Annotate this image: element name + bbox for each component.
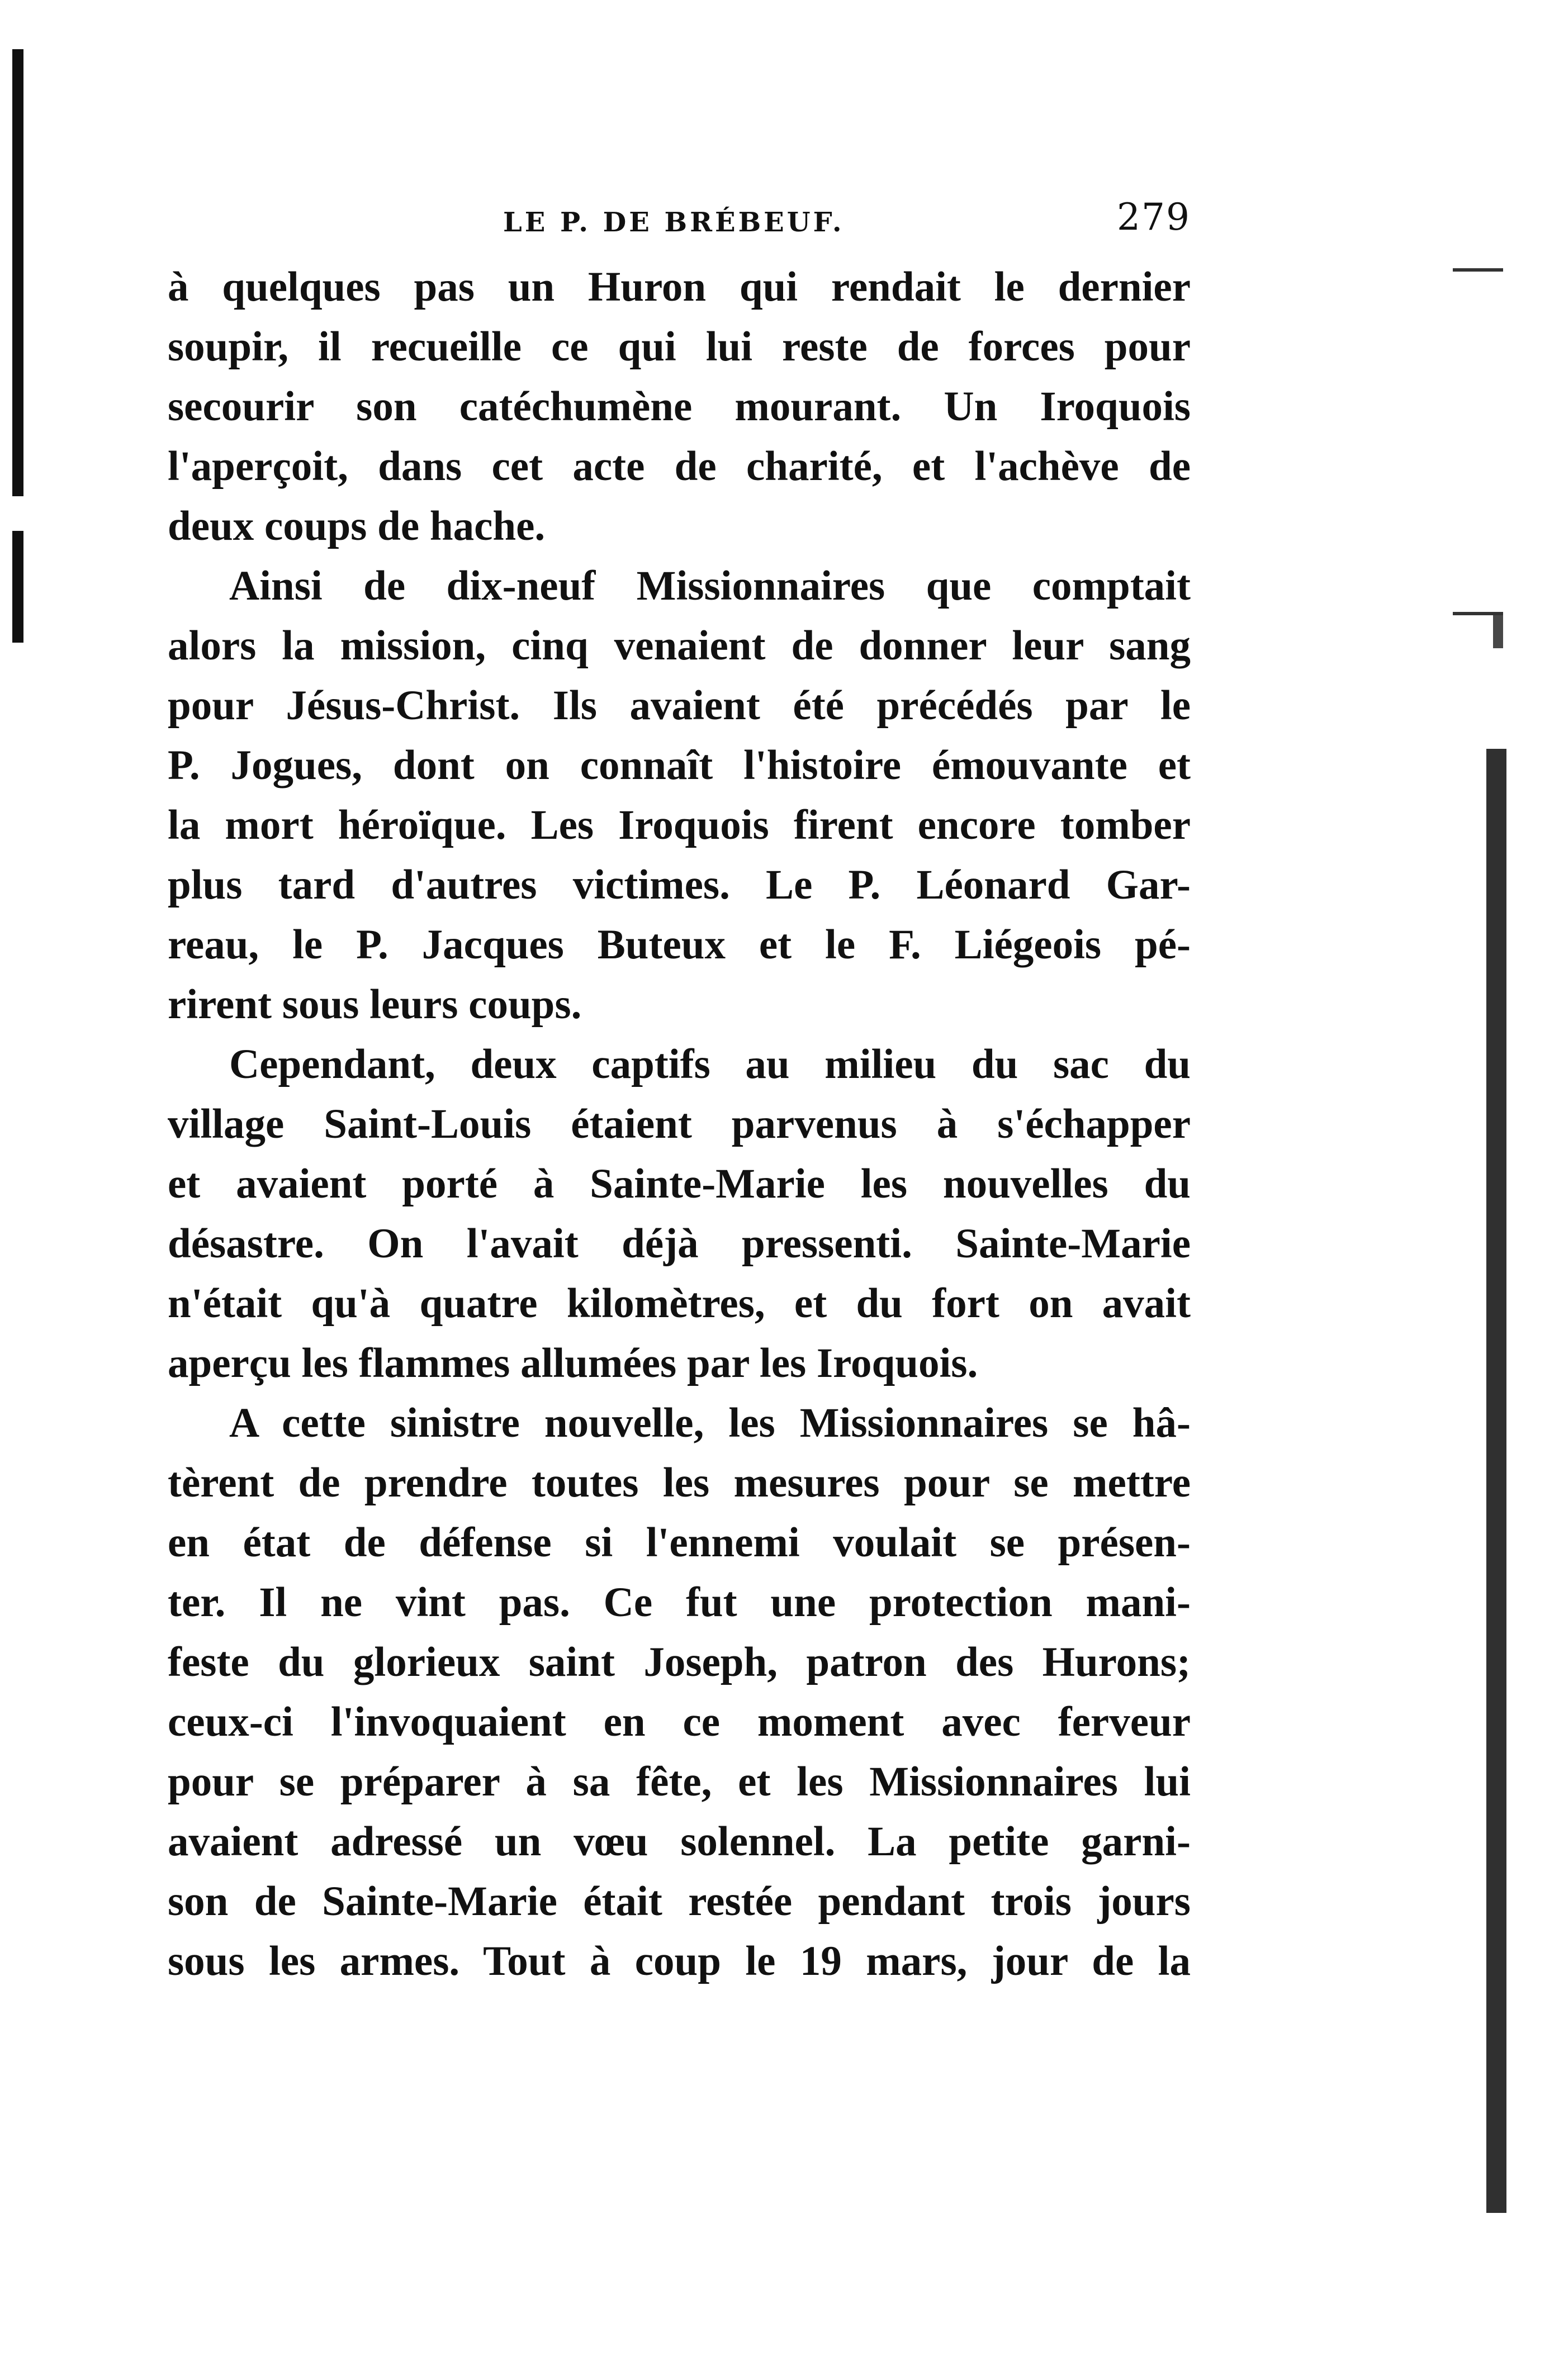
text-line: plus tard d'autres victimes. Le P. Léonard Gar- <box>168 862 1191 908</box>
text-line: pour se préparer à sa fête, et les Missionnaires lui <box>168 1759 1191 1805</box>
text-line: reau, le P. Jacques Buteux et le F. Liégeois pé- <box>168 921 1191 968</box>
binding-edge-mark <box>12 531 23 643</box>
gutter-shadow <box>1486 749 1506 2213</box>
text-line: secourir son catéchumène mourant. Un Iroquois <box>168 383 1191 430</box>
running-head <box>168 190 1191 257</box>
text-line: deux coups de hache. <box>168 503 546 549</box>
text-line: aperçu les flammes allumées par les Iroquois. <box>168 1340 978 1386</box>
binding-edge-mark <box>12 49 23 496</box>
gutter-shadow <box>1493 615 1503 648</box>
gutter-mark <box>1453 268 1503 272</box>
scan-gutter <box>1430 0 1559 2380</box>
text-line: en état de défense si l'ennemi voulait se présen- <box>168 1519 1191 1566</box>
paragraph <box>168 1034 1191 1393</box>
text-line: village Saint-Louis étaient parvenus à s'échapper <box>168 1101 1191 1147</box>
text-line: rirent sous leurs coups. <box>168 981 582 1028</box>
paragraph <box>168 257 1191 556</box>
text-line: Ainsi de dix-neuf Missionnaires que comptait <box>229 563 1191 609</box>
book-page <box>168 190 1191 1991</box>
paragraph <box>168 556 1191 1034</box>
text-line: désastre. On l'avait déjà pressenti. Sainte-Marie <box>168 1220 1191 1267</box>
text-line: tèrent de prendre toutes les mesures pour se mettre <box>168 1460 1191 1506</box>
text-line: l'aperçoit, dans cet acte de charité, et l'achève de <box>168 443 1191 490</box>
text-line: sous les armes. Tout à coup le 19 mars, jour de la <box>168 1938 1191 1984</box>
text-line: A cette sinistre nouvelle, les Missionnaires se hâ- <box>229 1400 1191 1446</box>
text-line: Cependant, deux captifs au milieu du sac du <box>229 1041 1191 1087</box>
text-line: à quelques pas un Huron qui rendait le dernier <box>168 264 1191 310</box>
text-line: avaient adressé un vœu solennel. La petite garni- <box>168 1818 1191 1865</box>
text-line: feste du glorieux saint Joseph, patron des Hurons; <box>168 1639 1191 1685</box>
text-line: P. Jogues, dont on connaît l'histoire émouvante et <box>168 742 1191 788</box>
text-line: et avaient porté à Sainte-Marie les nouvelles du <box>168 1161 1191 1207</box>
body-text <box>168 257 1191 1991</box>
running-title: LE P. DE BRÉBEUF. <box>503 207 845 238</box>
text-line: la mort héroïque. Les Iroquois firent encore tomber <box>168 802 1191 848</box>
text-line: alors la mission, cinq venaient de donner leur sang <box>168 623 1191 669</box>
gutter-mark <box>1453 612 1503 615</box>
text-line: n'était qu'à quatre kilomètres, et du fort on avait <box>168 1280 1191 1327</box>
page-number: 279 <box>1117 196 1191 239</box>
text-line: son de Sainte-Marie était restée pendant trois jours <box>168 1878 1191 1925</box>
text-line: ceux-ci l'invoquaient en ce moment avec ferveur <box>168 1699 1191 1745</box>
text-line: ter. Il ne vint pas. Ce fut une protection mani- <box>168 1579 1191 1626</box>
text-line: pour Jésus-Christ. Ils avaient été précédés par le <box>168 682 1191 729</box>
paragraph <box>168 1393 1191 1991</box>
text-line: soupir, il recueille ce qui lui reste de forces pour <box>168 324 1191 370</box>
